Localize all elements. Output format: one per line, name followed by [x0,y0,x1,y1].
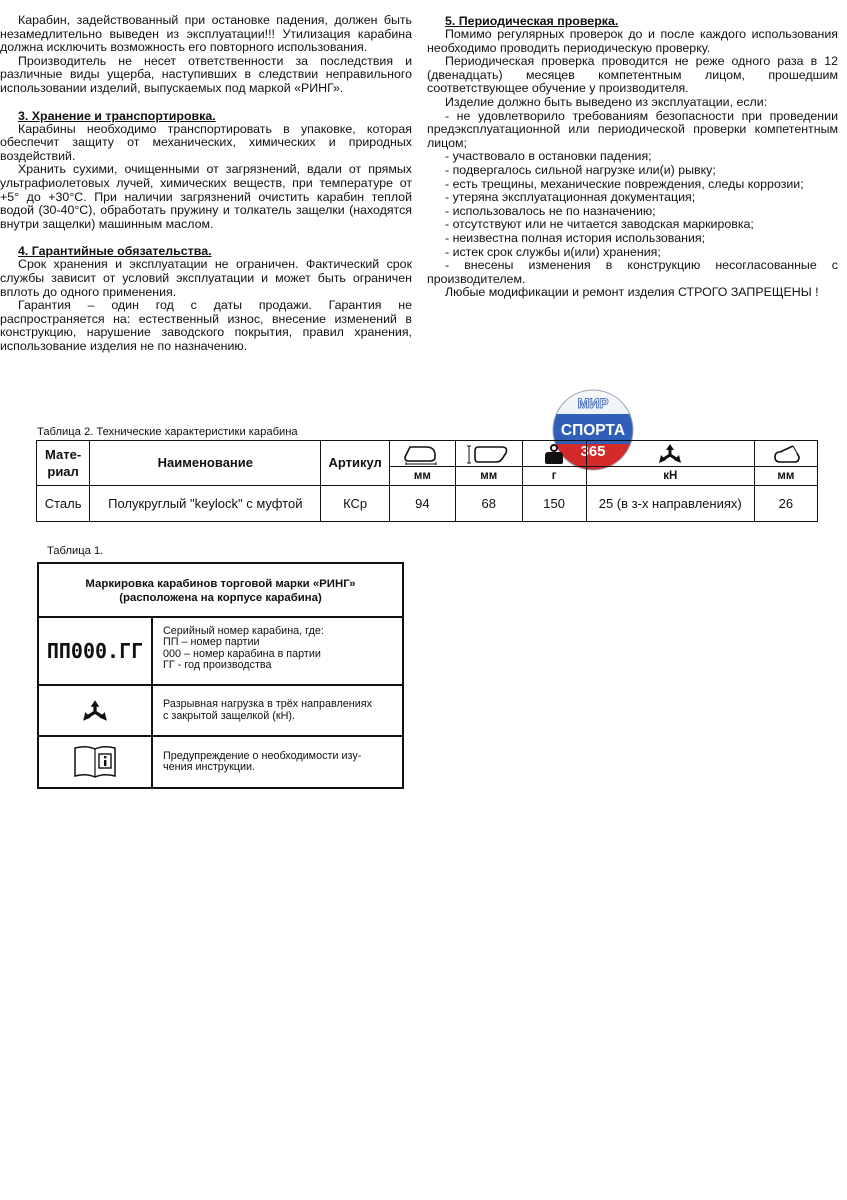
storage-paragraph: Хранить сухими, очищенными от загрязнений, вдали от прямых ультрафиолетовых лучей, химических веществ, при температуре от +5° до +30°C. При наличии загрязнений очистить карабин теплой водой (30-40°C), обработать пружину и толкатель защелки (находятся внутри защелки) машинным маслом. [0,162,412,231]
unit-length: мм [389,466,455,485]
withdrawal-item: - участвовало в остановки падения; [445,149,652,164]
cell-width: 68 [455,485,522,521]
cell-gate: 26 [754,485,817,521]
three-direction-load-icon [586,441,754,467]
service-life-paragraph: Срок хранения и эксплуатации не ограничен. Фактический срок службы зависит от условий эксплуатации и может быть ограничен вплоть до одного применения. [0,257,412,299]
liability-paragraph: Производитель не несет ответственности за последствия и различные виды ущерба, наступивших в следствии неправильного использовании изделий, выпускаемых под маркой «РИНГ». [0,53,412,95]
modification-warning: Любые модификации и ремонт изделия СТРОГО ЗАПРЕЩЕНЫ ! [445,285,819,300]
header-name: Наименование [90,441,321,486]
section-3-title: 3. Хранение и транспортировка. [18,108,216,123]
right-column [427,14,838,300]
three-direction-load-icon [81,699,109,723]
withdrawal-intro: Изделие должно быть выведено из эксплуатации, если: [445,94,768,109]
unit-gate: мм [754,466,817,485]
header-material: Мате-риал [37,441,90,486]
weight-icon [522,441,586,467]
cell-weight: 150 [522,485,586,521]
logo-line-3: 365 [580,443,606,460]
serial-desc-line: ПП – номер партии [163,636,260,649]
warranty-paragraph: Гарантия – один год с даты продажи. Гарантия не распространяется на: естественный износ, внесение изменений в конструкцию, нарушение заводского покрытия, правил хранения, использование изделия не по назначению. [0,298,412,353]
cell-strength: 25 (в з-х направлениях) [586,485,754,521]
left-column [0,14,412,353]
load-desc-line: с закрытой защелкой (кН). [163,709,295,722]
unit-strength: кН [586,466,754,485]
withdrawal-item: - неизвестна полная история использования; [445,230,706,245]
withdrawal-item: - утеряна эксплуатационная документация; [445,190,696,205]
table1-caption: Таблица 1. [47,545,104,557]
withdrawal-item: - использовалось не по назначению; [445,203,656,218]
withdrawal-item: - подвергалось сильной нагрузке или(и) рывку; [445,162,716,177]
serial-desc-line: 000 – номер карабина в партии [163,647,321,660]
withdrawal-item: - истек срок службы и(или) хранения; [445,244,661,259]
section-5-title: 5. Периодическая проверка. [445,14,619,28]
width-icon [455,441,522,467]
marking-subtitle: (расположена на корпусе карабина) [119,592,322,604]
serial-mark: ПП000.ГГ [46,639,144,663]
load-desc-line: Разрывная нагрузка в трёх направлениях [163,698,373,711]
length-icon [389,441,455,467]
logo-line-1: МИР [577,395,609,411]
cell-material: Сталь [37,485,90,521]
transport-paragraph: Карабины необходимо транспортировать в упаковке, которая обеспечит защиту от механических, химических и природных воздействий. [0,121,412,163]
serial-desc-line: Серийный номер карабина, где: [163,625,324,637]
instruction-row [39,735,402,787]
warn-desc-line: чения инструкции. [163,761,256,773]
serial-desc-line: ГГ - год производства [163,659,272,672]
inspection-paragraph-1: Помимо регулярных проверок до и после каждого использования необходимо проводить периодическую проверку. [427,27,838,55]
read-instructions-icon [72,744,118,780]
table2-caption: Таблица 2. Технические характеристики карабина [37,426,298,438]
withdrawal-item: - внесены изменения в конструкцию несогласованные с производителем. [427,258,838,286]
serial-row [39,616,402,684]
logo-line-2: СПОРТА [560,422,626,439]
inspection-paragraph-2: Периодическая проверка проводится не реже одного раза в 12 (двенадцать) месяцев компетентным лицом, прошедшим соответствующее обучение у производителя. [427,54,838,96]
withdrawal-item: - есть трещины, механические повреждения, следы коррозии; [445,176,804,191]
marking-table [37,562,404,789]
unit-width: мм [455,466,522,485]
withdrawal-item: - отсутствуют или не читается заводская маркировка; [445,217,754,232]
unit-weight: г [522,466,586,485]
load-row [39,684,402,735]
marking-title: Маркировка карабинов торговой марки «РИНГ» [85,578,356,590]
marking-table-header [39,564,402,616]
withdrawal-item: - не удовлетворило требованиям безопасности при проведении предэксплуатационной или периодической проверки компетентным лицом; [427,108,838,150]
cell-name: Полукруглый "keylock" с муфтой [90,485,321,521]
section-4-title: 4. Гарантийные обязательства. [18,244,212,259]
disposal-paragraph: Карабин, задействованный при остановке падения, должен быть незамедлительно выведен из эксплуатации!!! Утилизация карабина должна исключить возможность его повторного использования. [0,13,412,55]
gate-opening-icon [754,441,817,467]
specs-table [36,440,818,522]
cell-article: КСр [321,485,389,521]
cell-length: 94 [389,485,455,521]
warn-desc-line: Предупреждение о необходимости изу- [163,749,362,762]
header-article: Артикул [321,441,389,486]
